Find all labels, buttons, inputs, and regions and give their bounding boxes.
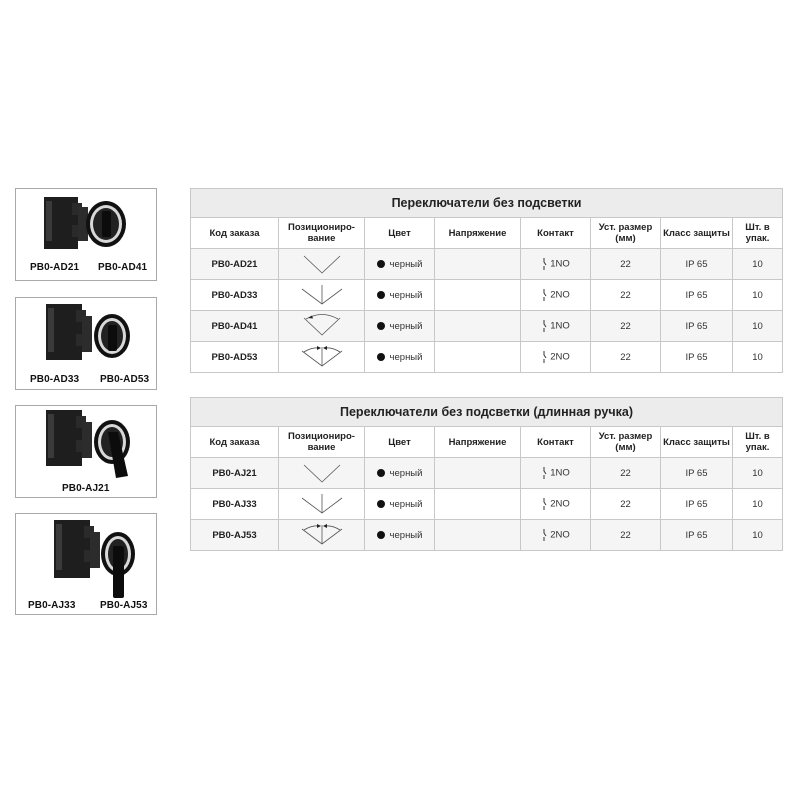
contact-symbol-icon — [541, 320, 547, 332]
col-header: Напряжение — [435, 218, 521, 249]
voltage-cell — [435, 249, 521, 280]
col-header: Напряжение — [435, 427, 521, 458]
position-diagram-icon — [292, 459, 352, 485]
position-diagram-icon — [292, 521, 352, 547]
contact-cell — [521, 342, 591, 373]
table-row — [191, 489, 783, 520]
color-dot-icon — [377, 322, 385, 330]
position-diagram-icon — [292, 343, 352, 369]
contact-label: 2NO — [550, 498, 570, 510]
col-header: Позициониро- вание — [279, 218, 365, 249]
table-row — [191, 311, 783, 342]
position-diagram-icon — [292, 312, 352, 338]
pack-cell: 10 — [733, 458, 783, 489]
product-label: PB0-AD53 — [100, 374, 150, 385]
color-label: черный — [389, 529, 423, 541]
col-header: Цвет — [365, 427, 435, 458]
switch-table-long-handle — [190, 397, 783, 551]
col-header: Класс защиты — [661, 427, 733, 458]
product-photo-ad21-ad41 — [15, 188, 157, 281]
contact-cell — [521, 249, 591, 280]
product-label: PB0-AJ21 — [62, 483, 110, 494]
table-title: Переключатели без подсветки — [191, 189, 783, 218]
order-code-cell: PB0-AD41 — [191, 311, 279, 342]
protection-cell: IP 65 — [661, 342, 733, 373]
contact-symbol-icon — [541, 498, 547, 510]
protection-cell: IP 65 — [661, 280, 733, 311]
col-header: Позициониро- вание — [279, 427, 365, 458]
pack-cell: 10 — [733, 280, 783, 311]
col-header: Уст. размер (мм) — [591, 427, 661, 458]
col-header: Класс защиты — [661, 218, 733, 249]
col-header: Контакт — [521, 218, 591, 249]
contact-cell — [521, 489, 591, 520]
color-label: черный — [389, 498, 423, 510]
contact-label: 1NO — [550, 467, 570, 479]
size-cell: 22 — [591, 520, 661, 551]
position-cell — [279, 311, 365, 342]
protection-cell: IP 65 — [661, 311, 733, 342]
color-dot-icon — [377, 353, 385, 361]
size-cell: 22 — [591, 342, 661, 373]
color-cell — [365, 489, 435, 520]
voltage-cell — [435, 489, 521, 520]
pack-cell: 10 — [733, 249, 783, 280]
col-header: Шт. в упак. — [733, 427, 783, 458]
switch-long-handle-image — [16, 514, 156, 614]
contact-symbol-icon — [541, 258, 547, 270]
position-diagram-icon — [292, 281, 352, 307]
contact-cell — [521, 458, 591, 489]
table-row — [191, 249, 783, 280]
col-header: Код заказа — [191, 427, 279, 458]
voltage-cell — [435, 458, 521, 489]
protection-cell: IP 65 — [661, 520, 733, 551]
product-photo-ad33-ad53 — [15, 297, 157, 390]
contact-cell — [521, 280, 591, 311]
color-cell — [365, 311, 435, 342]
contact-label: 1NO — [550, 258, 570, 270]
color-dot-icon — [377, 291, 385, 299]
product-label: PB0-AD33 — [30, 374, 80, 385]
color-dot-icon — [377, 469, 385, 477]
color-label: черный — [389, 351, 423, 363]
order-code-cell: PB0-AJ21 — [191, 458, 279, 489]
color-cell — [365, 342, 435, 373]
pack-cell: 10 — [733, 311, 783, 342]
col-header: Шт. в упак. — [733, 218, 783, 249]
size-cell: 22 — [591, 458, 661, 489]
position-cell — [279, 520, 365, 551]
size-cell: 22 — [591, 311, 661, 342]
contact-cell — [521, 520, 591, 551]
position-diagram-icon — [292, 250, 352, 276]
color-dot-icon — [377, 531, 385, 539]
protection-cell: IP 65 — [661, 458, 733, 489]
voltage-cell — [435, 311, 521, 342]
contact-label: 2NO — [550, 351, 570, 363]
color-dot-icon — [377, 500, 385, 508]
order-code-cell: PB0-AD21 — [191, 249, 279, 280]
size-cell: 22 — [591, 249, 661, 280]
contact-cell — [521, 311, 591, 342]
table-row — [191, 342, 783, 373]
color-label: черный — [389, 320, 423, 332]
position-cell — [279, 489, 365, 520]
color-label: черный — [389, 467, 423, 479]
switch-table-standard — [190, 188, 783, 373]
color-cell — [365, 520, 435, 551]
size-cell: 22 — [591, 280, 661, 311]
contact-label: 2NO — [550, 289, 570, 301]
pack-cell: 10 — [733, 520, 783, 551]
color-cell — [365, 249, 435, 280]
size-cell: 22 — [591, 489, 661, 520]
contact-label: 2NO — [550, 529, 570, 541]
order-code-cell: PB0-AJ33 — [191, 489, 279, 520]
product-label: PB0-AJ33 — [28, 600, 76, 611]
voltage-cell — [435, 342, 521, 373]
product-label: PB0-AJ53 — [100, 600, 148, 611]
table-row — [191, 458, 783, 489]
order-code-cell: PB0-AD33 — [191, 280, 279, 311]
pack-cell: 10 — [733, 342, 783, 373]
color-dot-icon — [377, 260, 385, 268]
voltage-cell — [435, 280, 521, 311]
contact-symbol-icon — [541, 289, 547, 301]
table-row — [191, 280, 783, 311]
contact-symbol-icon — [541, 467, 547, 479]
protection-cell: IP 65 — [661, 249, 733, 280]
protection-cell: IP 65 — [661, 489, 733, 520]
position-cell — [279, 280, 365, 311]
position-cell — [279, 458, 365, 489]
position-cell — [279, 342, 365, 373]
table-row — [191, 520, 783, 551]
color-label: черный — [389, 289, 423, 301]
position-cell — [279, 249, 365, 280]
pack-cell: 10 — [733, 489, 783, 520]
color-label: черный — [389, 258, 423, 270]
col-header: Контакт — [521, 427, 591, 458]
voltage-cell — [435, 520, 521, 551]
color-cell — [365, 280, 435, 311]
color-cell — [365, 458, 435, 489]
product-label: PB0-AD21 — [30, 262, 80, 273]
product-photo-aj33-aj53 — [15, 513, 157, 615]
position-diagram-icon — [292, 490, 352, 516]
contact-label: 1NO — [550, 320, 570, 332]
table-title: Переключатели без подсветки (длинная ручка) — [191, 398, 783, 427]
col-header: Цвет — [365, 218, 435, 249]
contact-symbol-icon — [541, 529, 547, 541]
product-photo-aj21 — [15, 405, 157, 498]
contact-symbol-icon — [541, 351, 547, 363]
col-header: Уст. размер (мм) — [591, 218, 661, 249]
col-header: Код заказа — [191, 218, 279, 249]
product-label: PB0-AD41 — [98, 262, 148, 273]
order-code-cell: PB0-AD53 — [191, 342, 279, 373]
order-code-cell: PB0-AJ53 — [191, 520, 279, 551]
